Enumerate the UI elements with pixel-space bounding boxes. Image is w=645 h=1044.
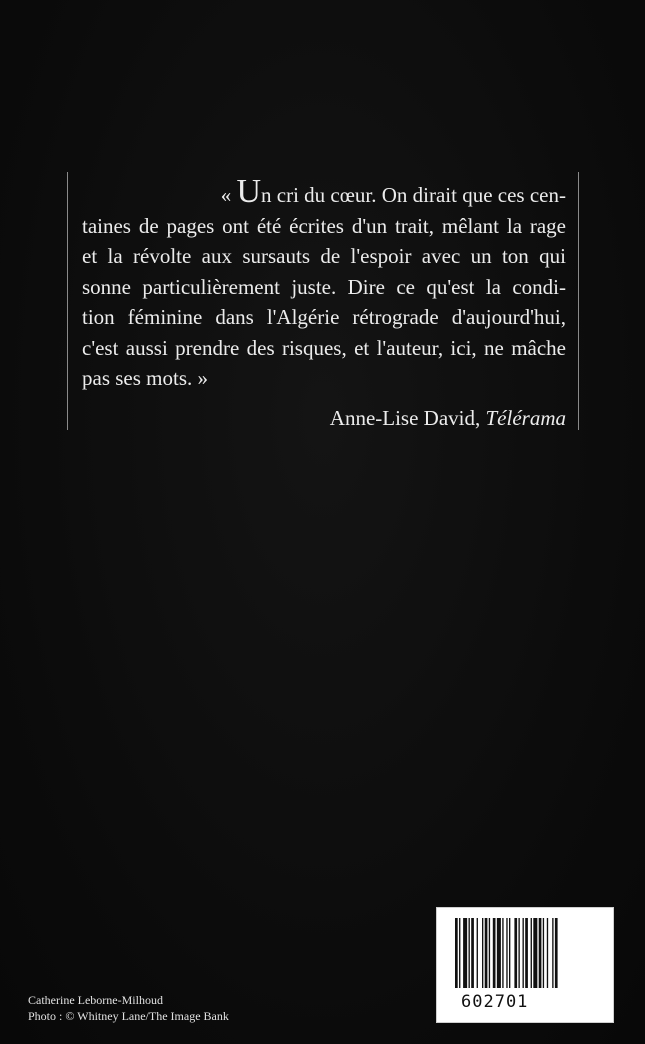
quote-right-rule [578, 172, 579, 430]
quote-line: tion féminine dans l'Algérie rétrograde d'aujourd'hui, [82, 305, 566, 329]
barcode-bar [489, 918, 490, 988]
quote-line: pas ses mots. » [82, 366, 208, 390]
barcode-bar [485, 918, 488, 988]
quote-attribution [250, 406, 566, 431]
barcode-bar [531, 918, 532, 988]
barcode-bar [525, 918, 528, 988]
quote-line: sonne particulièrement juste. Dire ce qu'est la condi- [82, 274, 566, 299]
barcode-bar [509, 918, 510, 988]
cover-credits [28, 992, 229, 1024]
quote-dropcap: U [236, 173, 262, 210]
barcode-bar [514, 918, 517, 988]
barcode-bar [547, 918, 548, 988]
barcode-bar [533, 918, 537, 988]
open-guillemet: « [220, 183, 237, 207]
barcode-number: 602701 [461, 992, 529, 1012]
barcode-bar [459, 918, 460, 988]
barcode-bar [493, 918, 496, 988]
barcode-bar [455, 918, 458, 988]
barcode-bar [518, 918, 519, 988]
quote-line-1-text: n cri du cœur. On dirait que ces cen- [261, 183, 566, 207]
barcode-bar [523, 918, 524, 988]
barcode-bar [477, 918, 478, 988]
barcode-bar [502, 918, 503, 988]
barcode-label [436, 907, 614, 1023]
quote-line: et la révolte aux sursauts de l'espoir avec un ton qui [82, 244, 566, 268]
barcode-bar [471, 918, 474, 988]
photo-credit: Photo : © Whitney Lane/The Image Bank [28, 1009, 229, 1023]
barcode-bar [539, 918, 542, 988]
quote-line: c'est aussi prendre des risques, et l'auteur, ici, ne mâche [82, 335, 566, 360]
quote-line [82, 173, 566, 211]
quote-line: taines de pages ont été écrites d'un trait, mêlant la rage [82, 213, 566, 238]
barcode-bar [463, 918, 467, 988]
designer-credit: Catherine Leborne-Milhoud [28, 993, 163, 1007]
press-quote [82, 173, 566, 394]
attribution-publication: Télérama [485, 406, 566, 430]
barcode-bar [506, 918, 507, 988]
barcode-bar [552, 918, 553, 988]
barcode-bar [469, 918, 470, 988]
attribution-author: Anne-Lise David, [329, 406, 481, 430]
barcode-bar [555, 918, 558, 988]
barcode-bar [543, 918, 544, 988]
barcode-bar [497, 918, 501, 988]
barcode-icon [455, 918, 595, 988]
quote-left-rule [67, 172, 68, 430]
barcode-bar [482, 918, 483, 988]
